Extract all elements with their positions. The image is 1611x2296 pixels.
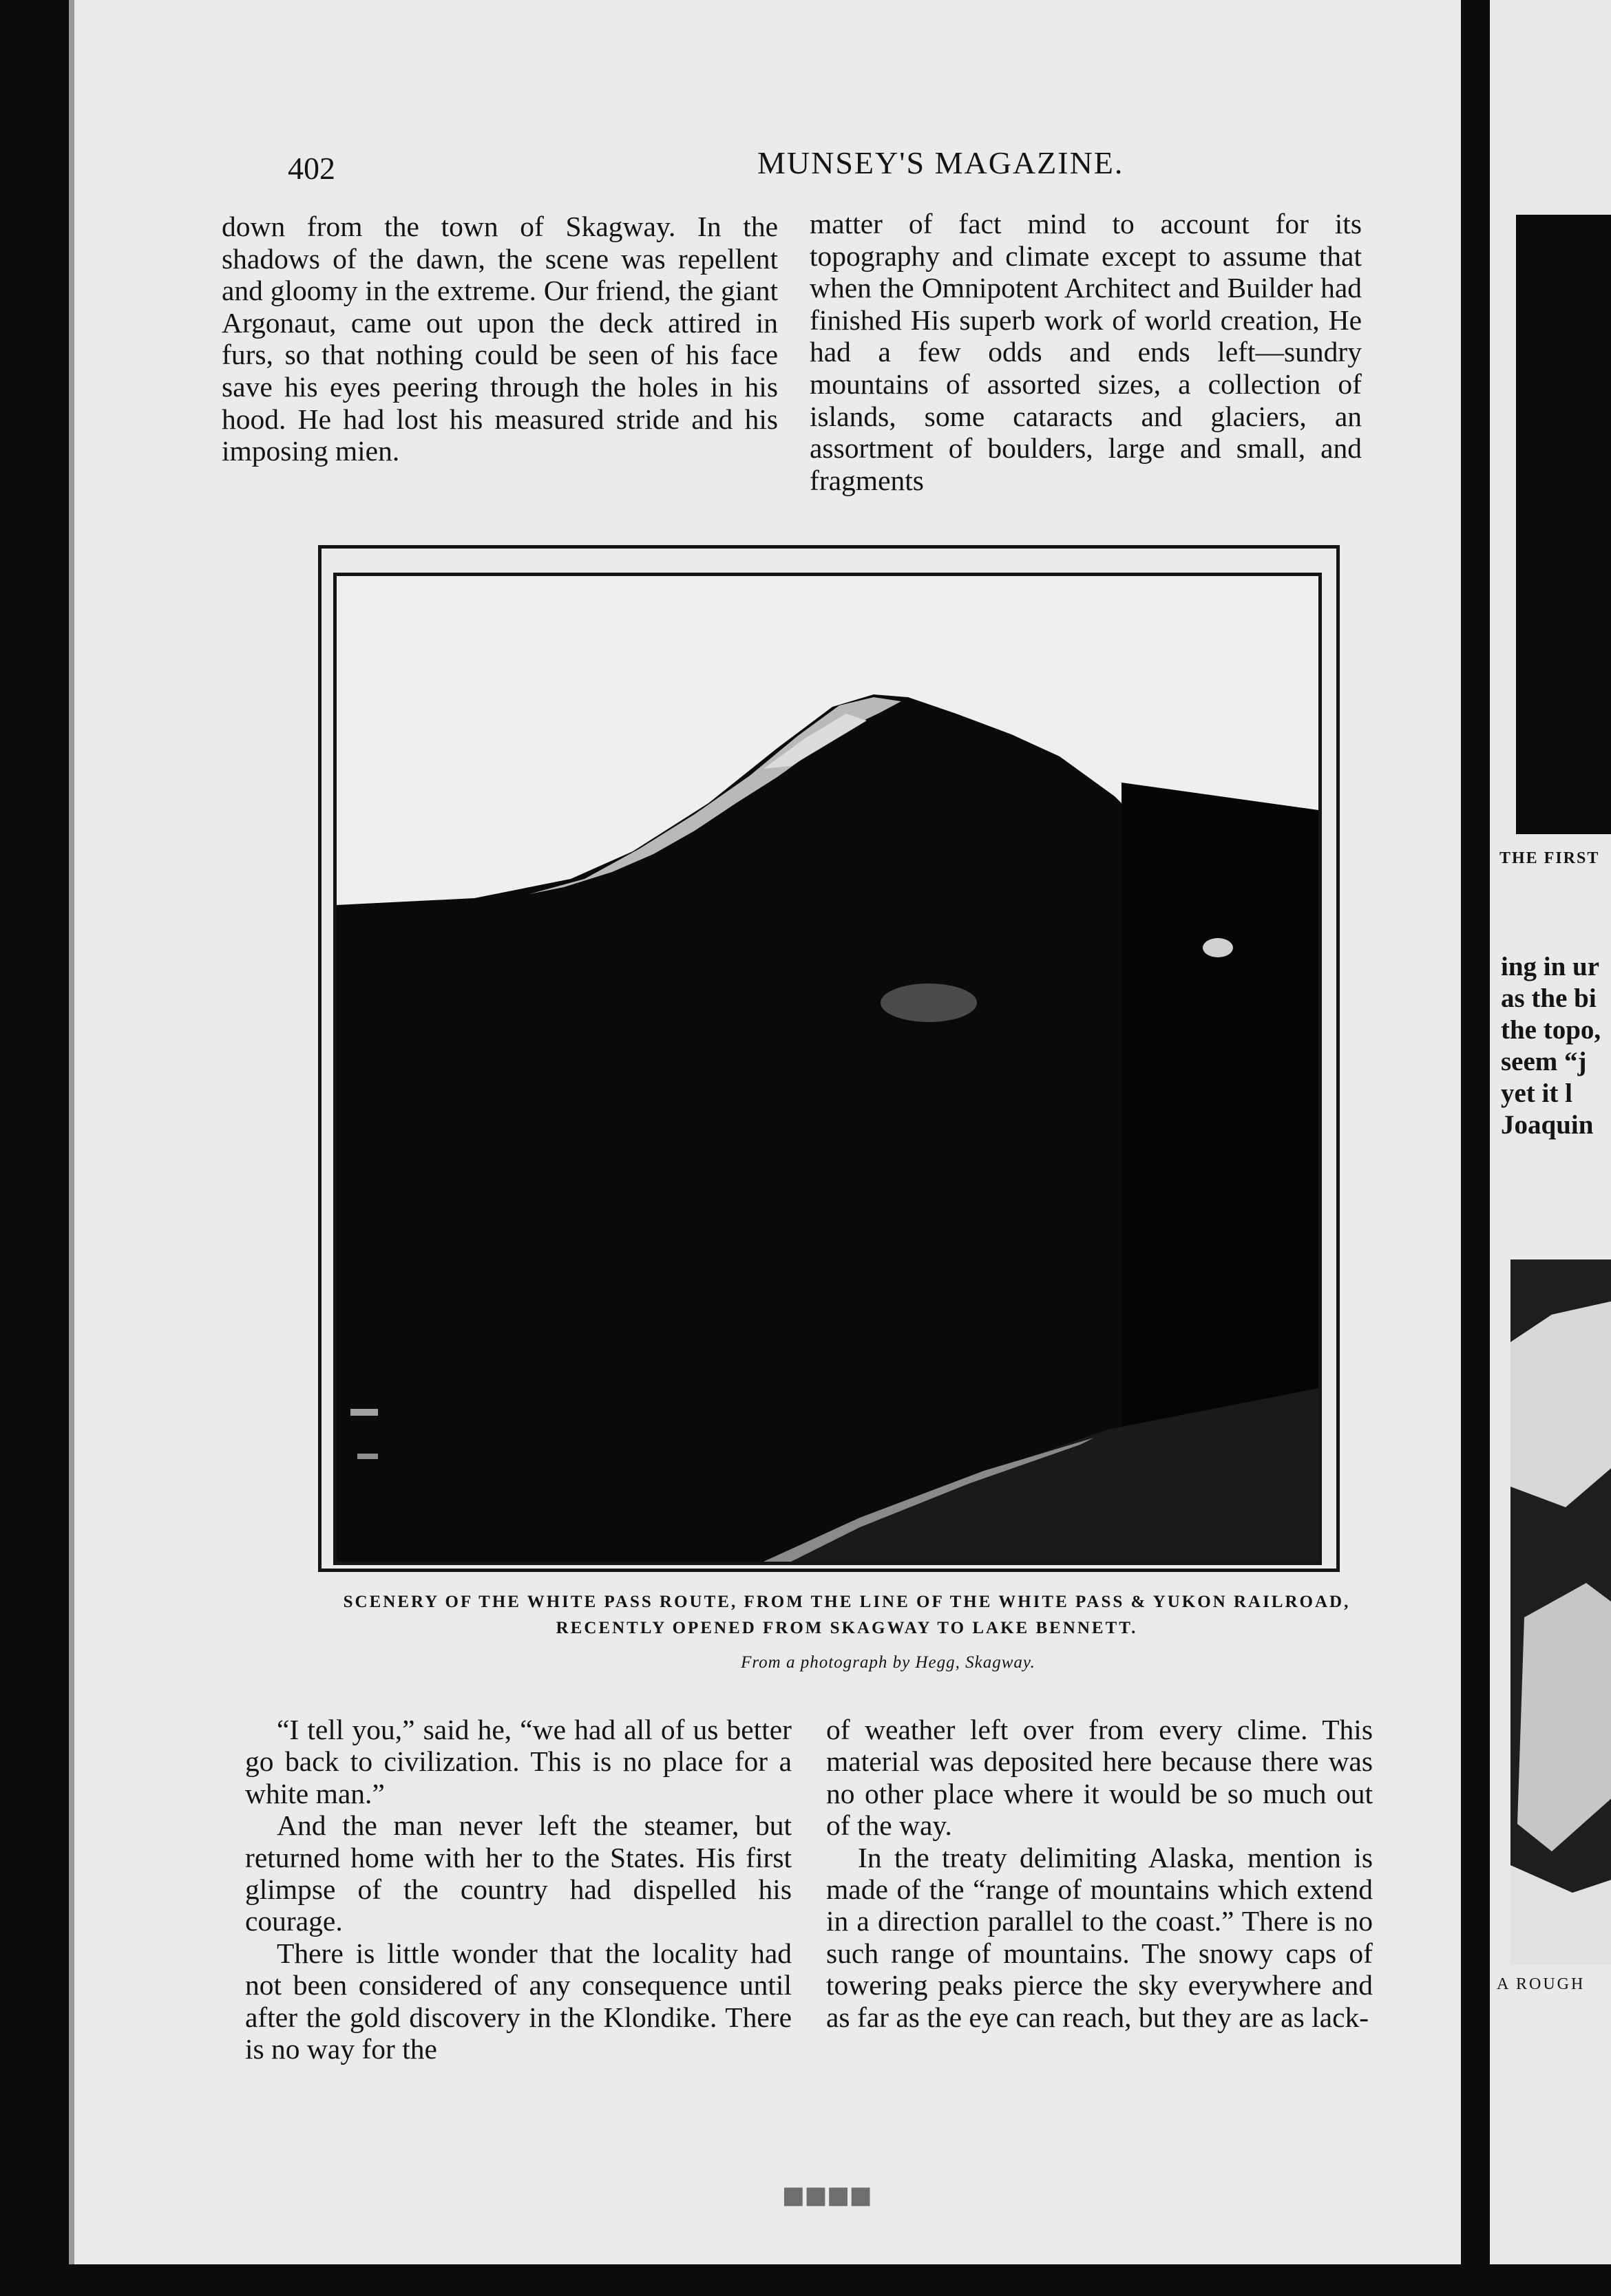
paragraph: “I tell you,” said he, “we had all of us better go back to civilization. This is no place for a white man.”: [245, 1714, 792, 1809]
paragraph: of weather left over from every clime. This material was deposited here because there was no other place where it would be so much out of the way.: [826, 1714, 1373, 1842]
page-number: 402: [288, 151, 335, 186]
top-left-column: [222, 211, 778, 467]
figure-caption-line: SCENERY OF THE WHITE PASS ROUTE, FROM THE LINE OF THE WHITE PASS & YUKON RAILROAD,: [343, 1593, 1351, 1611]
bottom-right-column: [826, 1714, 1373, 2033]
facing-photograph: [1510, 1259, 1611, 1965]
ink-smudge: ▪▪▪▪: [781, 2172, 871, 2215]
paragraph: There is little wonder that the locality had not been considered of any consequence until after the gold discovery in the Klondike. There is no way for the: [245, 1937, 792, 2065]
bottom-left-column: [245, 1714, 792, 2065]
paragraph: And the man never left the steamer, but returned home with her to the States. His first glimpse of the country had dispelled his courage.: [245, 1809, 792, 1937]
figure-caption-line: RECENTLY OPENED FROM SKAGWAY TO LAKE BENNETT.: [556, 1619, 1138, 1637]
running-head: MUNSEY'S MAGAZINE.: [757, 145, 1124, 180]
scan-border: [0, 2264, 1611, 2296]
paragraph: matter of fact mind to account for its topography and climate except to assume that when the Omnipotent Architect and Builder had finished His superb work of world creation, He had a few odds and ends left—sundry mountains of assorted sizes, a collection of islands, some cataracts and glaciers, an assortment of boulders, large and small, and fragments: [810, 208, 1362, 496]
facing-photograph: [1516, 215, 1611, 834]
facing-caption: THE FIRST: [1499, 849, 1600, 867]
top-right-column: [810, 208, 1362, 496]
photo-credit: From a photograph by Hegg, Skagway.: [741, 1653, 1035, 1672]
paragraph: In the treaty delimiting Alaska, mention is made of the “range of mountains which extend in a direction parallel to the coast.” There is no such range of mountains. The snowy caps of towering peaks pierce the sky everywhere and as far as the eye can reach, but they are as lack-: [826, 1841, 1373, 2033]
facing-caption: A ROUGH: [1497, 1975, 1586, 1993]
facing-text: ing in ur as the bi the topo, seem “j yet it l Joaquin: [1501, 952, 1601, 1140]
paragraph: down from the town of Skagway. In the shadows of the dawn, the scene was repellent and gloomy in the extreme. Our friend, the giant Argonaut, came out upon the deck attired in furs, so that nothing could be seen of his face save his eyes peering through the holes in his hood. He had lost his measured stride and his imposing mien.: [222, 211, 778, 467]
facing-page: [1490, 0, 1611, 2264]
page-gutter: [1461, 0, 1490, 2296]
mountain-photograph: [333, 573, 1322, 1565]
